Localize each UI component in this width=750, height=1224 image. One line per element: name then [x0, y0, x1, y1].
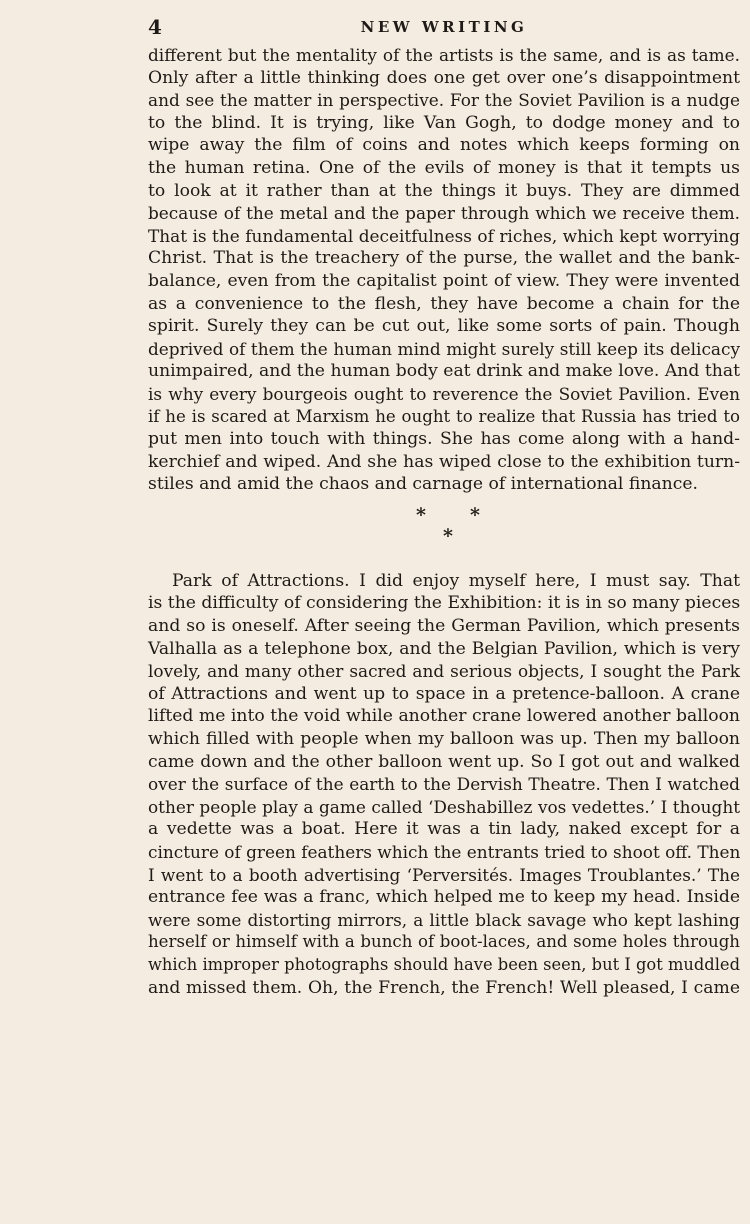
asterisk: *	[443, 524, 453, 547]
paragraph-2	[148, 570, 740, 999]
text-line: a vedette was a boat. Here it was a tin lady, naked except for a	[148, 819, 740, 840]
text-line: of Attractions and went up to space in a pretence-balloon. A crane	[148, 683, 740, 704]
text-line: which improper photographs should have been seen, but I got muddled	[148, 954, 740, 974]
running-head: NEW WRITING	[360, 18, 528, 36]
section-break	[148, 496, 740, 570]
text-line: to look at it rather than at the things it buys. They are dimmed	[148, 180, 740, 201]
text-line: to the blind. It is trying, like Van Gogh, to dodge money and to	[148, 112, 740, 133]
text-line: Christ. That is the treachery of the purse, the wallet and the bank-	[148, 248, 740, 269]
text-line: is why every bourgeois ought to reverence the Soviet Pavilion. Even	[148, 383, 740, 404]
text-line: the human retina. One of the evils of money is that it tempts us	[148, 157, 740, 178]
page-body	[148, 44, 740, 999]
text-line: stiles and amid the chaos and carnage of international finance.	[148, 474, 698, 495]
text-line: and so is oneself. After seeing the German Pavilion, which presents	[148, 616, 740, 637]
page-header	[148, 14, 740, 40]
text-line: lifted me into the void while another crane lowered another balloon	[148, 706, 740, 727]
text-line: as a convenience to the flesh, they have become a chain for the	[148, 293, 740, 314]
text-line: put men into touch with things. She has come along with a hand-	[148, 429, 740, 450]
text-line: Only after a little thinking does one get over one’s disappointment	[148, 67, 740, 88]
text-line: is the difficulty of considering the Exhibition: it is in so many pieces	[148, 593, 741, 614]
text-line: spirit. Surely they can be cut out, like some sorts of pain. Though	[148, 316, 740, 337]
text-line: came down and the other balloon went up. So I got out and walked	[148, 751, 740, 772]
text-line: and see the matter in perspective. For the Soviet Pavilion is a nudge	[148, 90, 740, 111]
text-line: deprived of them the human mind might surely still keep its delicacy	[148, 338, 740, 359]
asterisk: *	[416, 503, 426, 526]
text-line: over the surface of the earth to the Dervish Theatre. Then I watched	[148, 774, 740, 795]
text-line: Valhalla as a telephone box, and the Belgian Pavilion, which is very	[148, 638, 740, 659]
text-line: unimpaired, and the human body eat drink and make love. And that	[148, 361, 740, 382]
text-line: That is the fundamental deceitfulness of riches, which kept worrying	[148, 225, 740, 246]
text-line: balance, even from the capitalist point of view. They were invented	[148, 270, 740, 291]
text-line: kerchief and wiped. And she has wiped close to the exhibition turn-	[148, 451, 740, 472]
text-line: which filled with people when my balloon was up. Then my balloon	[148, 729, 740, 750]
asterisk: *	[470, 503, 480, 526]
text-line: and missed them. Oh, the French, the French! Well pleased, I came	[148, 977, 740, 998]
text-line: because of the metal and the paper through which we receive them.	[148, 203, 740, 224]
text-line: cincture of green feathers which the entrants tried to shoot off. Then	[148, 842, 741, 862]
text-line: were some distorting mirrors, a little black savage who kept lashing	[148, 909, 740, 930]
text-line: I went to a booth advertising ‘Perversités. Images Troublantes.’ The	[148, 864, 740, 885]
text-line: if he is scared at Marxism he ought to realize that Russia has tried to	[148, 406, 740, 426]
text-line: Park of Attractions. I did enjoy myself here, I must say. That	[172, 570, 740, 591]
text-line: entrance fee was a franc, which helped me to keep my head. Inside	[148, 887, 740, 908]
text-line: other people play a game called ‘Deshabillez vos vedettes.’ I thought	[148, 796, 740, 817]
text-line: different but the mentality of the artists is the same, and is as tame.	[148, 45, 740, 65]
paragraph-1	[148, 44, 740, 496]
text-line: lovely, and many other sacred and serious objects, I sought the Park	[148, 661, 740, 682]
page-number: 4	[148, 15, 162, 39]
text-line: herself or himself with a bunch of boot-laces, and some holes through	[148, 932, 740, 952]
text-line: wipe away the film of coins and notes which keeps forming on	[148, 135, 740, 156]
